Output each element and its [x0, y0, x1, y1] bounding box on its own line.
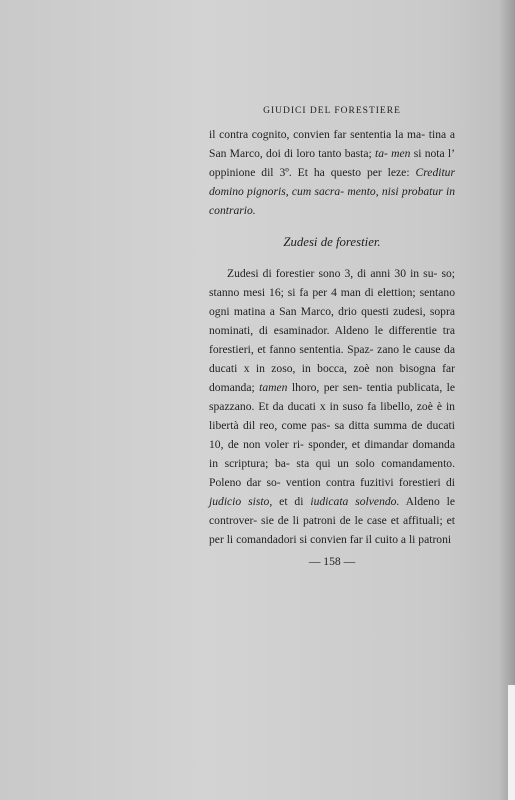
italic-fragment: men: [391, 147, 411, 160]
italic-fragment: iudicata solvendo.: [310, 495, 400, 508]
text-fragment: vention contra fuzitivi forestieri di: [285, 476, 455, 489]
text-line: zano le cause da ducati x in zoso, in bocca, zoè: [209, 343, 456, 375]
text-line: zudesi, sopra nominati, di esaminador. Aldeno le: [209, 305, 455, 337]
text-fragment: si nota l’ oppinione dil 3º. Et ha questo per: [209, 147, 455, 179]
text-fragment: leze:: [387, 166, 416, 179]
page-text-block: [209, 106, 455, 571]
text-fragment: tina a San Marco, doi di loro tanto basta;: [209, 128, 456, 160]
text-line: suso fa libello, zoè è in libertà dil reo, come pas-: [209, 400, 455, 432]
text-line: sta qui un solo comandamento. Poleno dar so-: [209, 457, 455, 489]
page-edge-strip: [508, 685, 515, 800]
text-line: comandadori si convien far il cuito a li patroni: [236, 533, 452, 546]
text-line: tentia publicata, le spazzano. Et da ducati x in: [209, 381, 455, 413]
gutter-shadow: [499, 0, 515, 800]
italic-fragment: judicio sisto,: [209, 495, 273, 508]
italic-fragment: mento, nisi probatur in contrario.: [209, 185, 455, 217]
text-fragment: lhoro, per sen-: [287, 381, 363, 394]
text-fragment: Aldeno le controver-: [209, 495, 456, 527]
text-line: sie de li patroni de le case et affituali; et per li: [209, 514, 455, 546]
paragraph-main: [209, 264, 455, 549]
text-line: sa ditta summa de ducati 10, de non voler ri-: [209, 419, 456, 451]
section-heading: Zudesi de forestier.: [283, 235, 381, 249]
italic-fragment: tamen: [259, 381, 288, 394]
text-line: sentano ogni matina a San Marco, drio questi: [209, 286, 455, 318]
text-line: differentie tra forestieri, et fanno sententia. Spaz-: [209, 324, 455, 356]
text-line: so; stanno mesi 16; si fa per 4 man di elettion;: [209, 267, 455, 299]
italic-fragment: ta-: [375, 147, 388, 160]
running-head: GIUDICI DEL FORESTIERE: [263, 106, 401, 116]
text-line: il contra cognito, convien far sententia la ma-: [209, 128, 426, 141]
text-fragment: et di: [279, 495, 311, 508]
text-line: sponder, et dimandar domanda in scriptura; ba-: [209, 438, 455, 470]
page-number: — 158 —: [308, 555, 356, 568]
paragraph-continuation: [209, 125, 455, 220]
text-fragment: non bisogna far domanda;: [209, 362, 455, 394]
text-line: Zudesi di forestier sono 3, di anni 30 in su-: [227, 267, 438, 280]
italic-fragment: Creditur domino pignoris, cum sacra-: [209, 166, 455, 198]
